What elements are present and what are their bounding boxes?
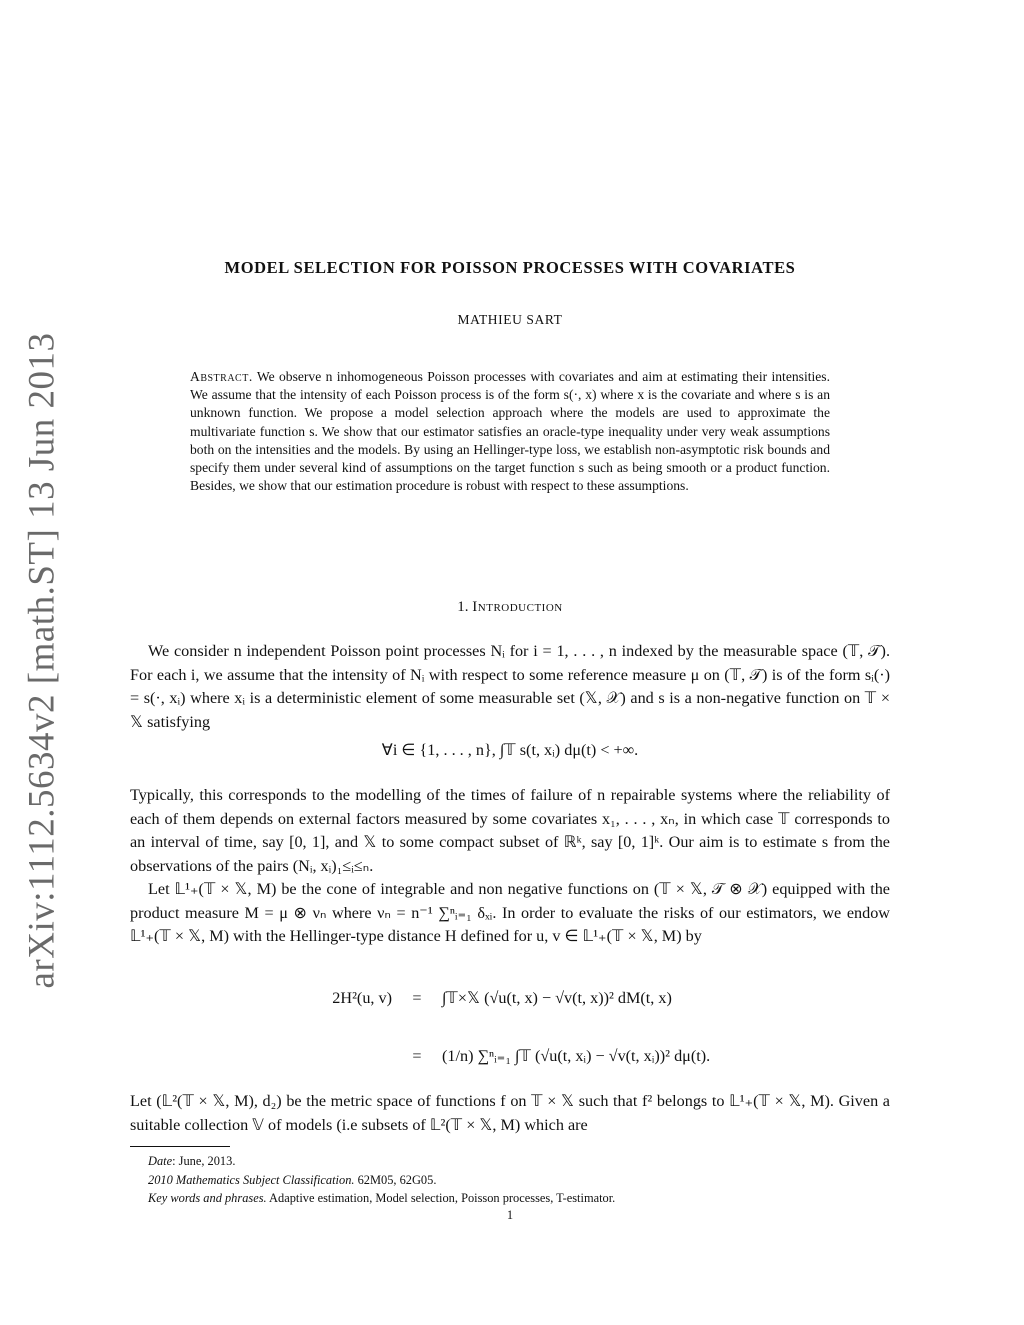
footnote-msc-label: 2010 Mathematics Subject Classification. — [148, 1172, 355, 1187]
abstract-label: Abstract. — [190, 369, 253, 384]
section-heading — [130, 599, 890, 616]
footnote-rule — [130, 1146, 230, 1147]
intro-paragraph-3: Let 𝕃¹₊(𝕋 × 𝕏, M) be the cone of integrable and non negative functions on (𝕋 × 𝕏, 𝒯 ⊗ 𝒳) equipped with the product measure M = μ ⊗ νₙ where νₙ = n⁻¹ ∑ⁿᵢ₌₁ δₓᵢ. In order to evaluate the risks of our estimators, we endow 𝕃¹₊(𝕋 × 𝕏, M) with the Hellinger-type distance H defined for u, v ∈ 𝕃¹₊(𝕋 × 𝕏, M) by — [130, 880, 890, 946]
footnote-keywords — [130, 1189, 890, 1208]
arxiv-side-stamp — [18, 332, 66, 988]
footnote-date-label: Date — [148, 1154, 173, 1168]
equation-equals-2: = — [412, 1046, 422, 1065]
paper-title: MODEL SELECTION FOR POISSON PROCESSES WITH COVARIATES — [224, 258, 796, 277]
intro-paragraph-2: Typically, this corresponds to the modelling of the times of failure of n repairable systems where the reliability of each of them depends on external factors measured by some covariates x₁, . . . , xₙ, in which case 𝕋 corresponds to an interval of time, say [0, 1], and 𝕏 to some compact subset of ℝᵏ, say [0, 1]ᵏ. Our aim is to estimate s from the observations of the pairs (Nᵢ, xᵢ)₁≤ᵢ≤ₙ. — [130, 786, 890, 875]
footnotes — [130, 1152, 890, 1208]
arxiv-identifier: arXiv:1112.5634v2 [math.ST] 13 Jun 2013 — [21, 332, 63, 988]
footnote-date-value: : June, 2013. — [172, 1154, 236, 1168]
equation-1: ∀i ∈ {1, . . . , n}, ∫𝕋 s(t, xᵢ) dμ(t) < +∞. — [381, 741, 639, 759]
footnote-keywords-label: Key words and phrases. — [148, 1191, 267, 1206]
equation-lhs: 2H²(u, v) — [332, 988, 392, 1007]
footnote-msc — [130, 1171, 890, 1190]
equation-equals-1: = — [412, 988, 422, 1007]
footnote-date — [130, 1152, 890, 1171]
footnote-msc-value: 62M05, 62G05. — [354, 1172, 437, 1187]
intro-paragraph-4: Let (𝕃²(𝕋 × 𝕏, M), d₂) be the metric space of functions f on 𝕋 × 𝕏 such that f² belongs to 𝕃¹₊(𝕋 × 𝕏, M). Given a suitable collection 𝕍 of models (i.e subsets of 𝕃²(𝕋 × 𝕏, M) which are — [130, 1092, 890, 1134]
section-number: 1. — [457, 599, 469, 615]
equation-hellinger — [280, 974, 800, 1080]
equation-row-2 — [280, 1032, 800, 1080]
abstract — [190, 368, 830, 495]
abstract-text: We observe n inhomogeneous Poisson processes with covariates and aim at estimating their intensities. We assume that the intensity of each Poisson process is of the form s(·, x) where x is the covariate and where s is an unknown function. We propose a model selection approach where the models are used to approximate the multivariate function s. We show that our estimator satisfies an oracle-type inequality under very weak assumptions both on the intensities and the models. By using an Hellinger-type loss, we establish non-asymptotic risk bounds and specify them under several kind of assumptions on the target function s such as being smooth or a product function. Besides, we show that our estimation procedure is robust with respect to these assumptions. — [190, 369, 830, 494]
section-title: Introduction — [472, 599, 563, 615]
equation-rhs-1: ∫𝕋×𝕏 (√u(t, x) − √v(t, x))² dM(t, x) — [442, 989, 672, 1007]
paper-author: MATHIEU SART — [457, 312, 563, 327]
page-number: 1 — [506, 1208, 514, 1222]
intro-paragraph-1: We consider n independent Poisson point processes Nᵢ for i = 1, . . . , n indexed by the measurable space (𝕋, 𝒯). For each i, we assume that the intensity of Nᵢ with respect to some reference measure μ on (𝕋, 𝒯) is of the form sᵢ(·) = s(·, xᵢ) where xᵢ is a deterministic element of some measurable set (𝕏, 𝒳) and s is a non-negative function on 𝕋 × 𝕏 satisfying — [130, 642, 890, 731]
equation-rhs-2: (1/n) ∑ⁿᵢ₌₁ ∫𝕋 (√u(t, xᵢ) − √v(t, xᵢ))² dμ(t). — [442, 1047, 711, 1065]
footnote-keywords-value: Adaptive estimation, Model selection, Poisson processes, T-estimator. — [266, 1191, 616, 1206]
equation-row-1 — [280, 974, 800, 1022]
